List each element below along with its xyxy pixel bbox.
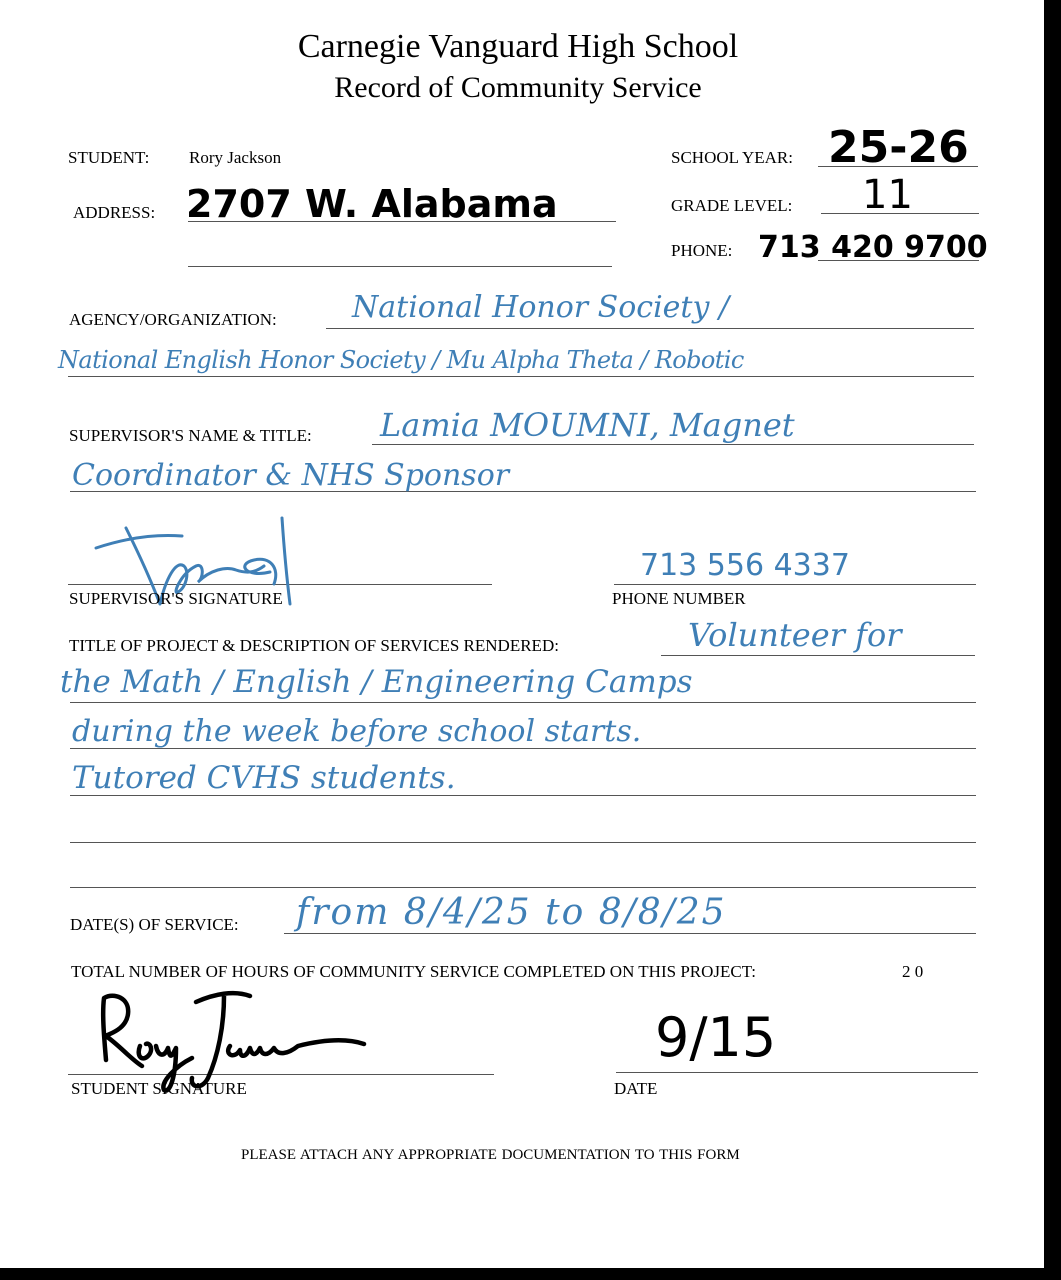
- supervisor-value-line1: Lamia MOUMNI, Magnet: [380, 406, 795, 444]
- agency-line-1: [326, 328, 974, 329]
- project-line-6: [70, 887, 976, 888]
- project-title-label: TITLE OF PROJECT & DESCRIPTION OF SERVICES RENDERED:: [69, 636, 559, 655]
- address-line-2: [188, 266, 612, 267]
- supervisor-line-1: [372, 444, 974, 445]
- student-label: STUDENT:: [68, 148, 150, 167]
- supervisor-phone-value: 713 556 4337: [640, 548, 850, 583]
- phone-value: 713 420 9700: [758, 230, 988, 265]
- school-year-label: SCHOOL YEAR:: [671, 148, 793, 167]
- project-line-5: [70, 842, 976, 843]
- total-hours-value: 2 0: [902, 962, 924, 981]
- dates-line: [284, 933, 976, 934]
- total-hours-label: TOTAL NUMBER OF HOURS OF COMMUNITY SERVICE COMPLETED ON THIS PROJECT:: [71, 962, 756, 981]
- date-value: 9/15: [655, 1006, 777, 1069]
- phone-number-label: PHONE NUMBER: [612, 589, 746, 608]
- agency-label: AGENCY/ORGANIZATION:: [69, 310, 277, 329]
- agency-value-line2: National English Honor Society / Mu Alpha Theta / Robotic: [58, 346, 744, 374]
- school-year-value: 25-26: [828, 122, 969, 173]
- date-label: DATE: [614, 1079, 658, 1098]
- grade-level-label: GRADE LEVEL:: [671, 196, 793, 215]
- project-line-1: [661, 655, 975, 656]
- supervisor-phone-line: [614, 584, 976, 585]
- project-value-line3: during the week before school starts.: [72, 714, 642, 749]
- dates-label: DATE(S) OF SERVICE:: [70, 915, 239, 934]
- supervisor-signature-label: SUPERVISOR'S SIGNATURE: [69, 589, 283, 608]
- date-line: [616, 1072, 978, 1073]
- address-value: 2707 W. Alabama: [186, 182, 558, 226]
- project-value-line4: Tutored CVHS students.: [72, 760, 456, 796]
- grade-level-value: 11: [862, 172, 913, 218]
- project-value-line2: the Math / English / Engineering Camps: [60, 664, 693, 700]
- agency-line-2: [68, 376, 974, 377]
- school-name: Carnegie Vanguard High School: [297, 28, 739, 65]
- project-line-2: [70, 702, 976, 703]
- phone-label: PHONE:: [671, 241, 733, 260]
- agency-value-line1: National Honor Society /: [352, 290, 730, 325]
- student-name: Rory Jackson: [189, 148, 282, 167]
- footer-note: PLEASE ATTACH ANY APPROPRIATE DOCUMENTATION TO THIS FORM: [241, 1147, 740, 1163]
- form-title: Record of Community Service: [334, 71, 702, 104]
- student-signature-label: STUDENT SIGNATURE: [71, 1079, 247, 1098]
- supervisor-value-line2: Coordinator & NHS Sponsor: [72, 458, 510, 493]
- dates-value: from 8/4/25 to 8/8/25: [296, 892, 727, 933]
- supervisor-name-label: SUPERVISOR'S NAME & TITLE:: [69, 426, 312, 445]
- address-label: ADDRESS:: [73, 203, 156, 222]
- project-value-line1: Volunteer for: [688, 616, 902, 654]
